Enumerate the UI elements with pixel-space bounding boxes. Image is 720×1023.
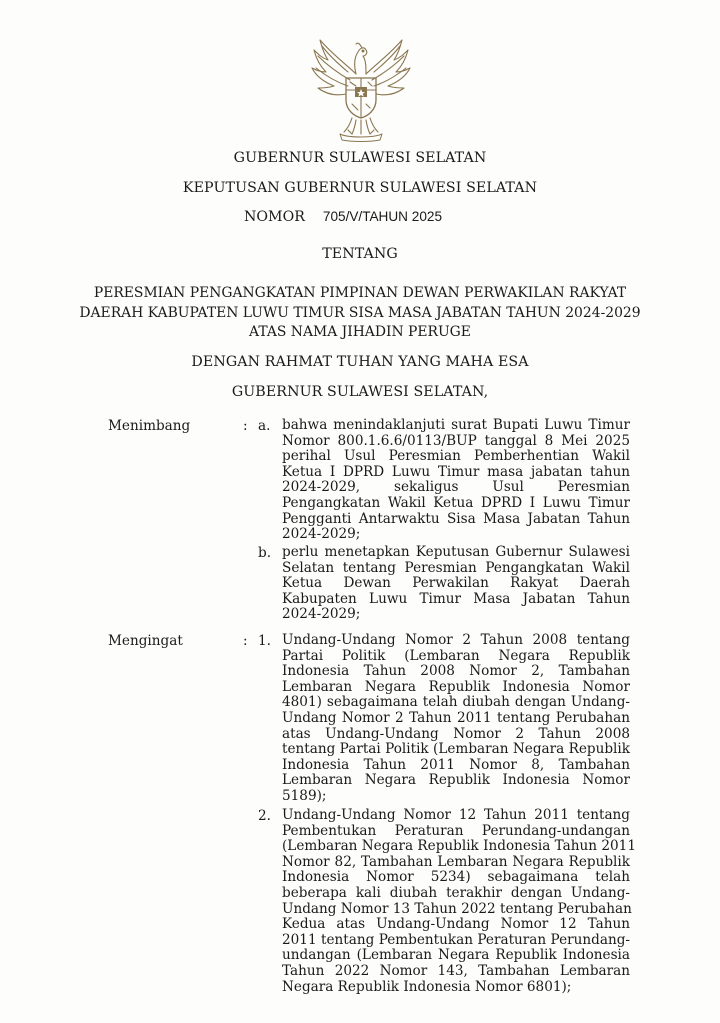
mengingat-label: Mengingat bbox=[108, 633, 183, 649]
text-line: Lembaran Negara Republik Indonesia Nomor bbox=[282, 678, 630, 695]
subject-line: ATAS NAMA JIHADIN PERUGE bbox=[249, 324, 471, 340]
text-line: Pengangkatan Wakil Ketua DPRD I Luwu Timur bbox=[282, 494, 630, 511]
mengingat-item-marker: 1. bbox=[258, 633, 271, 649]
text-line: 2024-2029; bbox=[282, 606, 361, 623]
menimbang-item-marker: b. bbox=[258, 545, 272, 561]
text-line: Undang-Undang Nomor 12 Tahun 2011 tentang bbox=[282, 807, 630, 823]
text-line: Indonesia Tahun 2011 Nomor 8, Tambahan bbox=[282, 756, 630, 773]
text-line: Undang Nomor 13 Tahun 2022 tentang Perubahan bbox=[282, 900, 632, 917]
text-line: Nomor 82, Tambahan Lembaran Negara Republik bbox=[282, 853, 630, 870]
menimbang-item-b bbox=[282, 545, 630, 623]
text-line: beberapa kali diubah terakhir dengan Undang- bbox=[282, 884, 630, 901]
text-line: 2024-2029; bbox=[282, 526, 361, 543]
menimbang-item-marker: a. bbox=[258, 418, 271, 434]
text-line: 5189); bbox=[282, 787, 327, 804]
text-line: Tahun 2022 Nomor 143, Tambahan Lembaran bbox=[282, 962, 630, 979]
text-line: Selatan tentang Peresmian Pengangkatan Wakil bbox=[282, 559, 630, 576]
decree-title: KEPUTUSAN GUBERNUR SULAWESI SELATAN bbox=[182, 180, 538, 196]
text-line: Lembaran Negara Republik Indonesia Nomor bbox=[282, 772, 630, 789]
text-line: Kabupaten Luwu Timur Masa Jabatan Tahun bbox=[282, 590, 630, 607]
text-line: atas Undang-Undang Nomor 2 Tahun 2008 bbox=[282, 725, 630, 742]
decree-number-value: 705/V/TAHUN 2025 bbox=[322, 209, 443, 224]
text-line: Indonesia Nomor 5234) sebagaimana telah bbox=[282, 869, 630, 886]
text-line: 4801) sebagaimana telah diubah dengan Undang- bbox=[282, 694, 630, 711]
text-line: tentang Partai Politik (Lembaran Negara Republik bbox=[282, 741, 630, 758]
text-line: Undang Nomor 2 Tahun 2011 tentang Perubahan bbox=[282, 709, 630, 726]
text-line: Negara Republik Indonesia Nomor 6801); bbox=[282, 978, 572, 995]
mengingat-colon: : bbox=[243, 633, 248, 649]
text-line: perihal Usul Peresmian Pemberhentian Wakil bbox=[282, 448, 630, 465]
text-line: Pembentukan Peraturan Perundang-undangan bbox=[282, 822, 630, 839]
menimbang-label: Menimbang bbox=[108, 418, 191, 434]
text-line: bahwa menindaklanjuti surat Bupati Luwu Timur bbox=[282, 417, 630, 433]
text-line: Undang-Undang Nomor 2 Tahun 2008 tentang bbox=[282, 632, 630, 648]
subject-line: PERESMIAN PENGANGKATAN PIMPINAN DEWAN PERWAKILAN RAKYAT bbox=[93, 285, 627, 301]
about-heading: TENTANG bbox=[322, 246, 398, 262]
text-line: Kedua atas Undang-Undang Nomor 12 Tahun bbox=[282, 916, 630, 933]
text-line: Pengganti Antarwaktu Sisa Masa Jabatan Tahun bbox=[282, 510, 630, 527]
subject-line: DAERAH KABUPATEN LUWU TIMUR SISA MASA JABATAN TAHUN 2024-2029 bbox=[79, 304, 641, 321]
mengingat-item-1 bbox=[282, 633, 630, 805]
mengingat-item-2 bbox=[282, 807, 636, 995]
decree-number bbox=[244, 209, 442, 225]
text-line: Ketua Dewan Perwakilan Rakyat Daerah bbox=[282, 575, 630, 592]
text-line: 2024-2029, sekaligus Usul Peresmian bbox=[282, 479, 630, 496]
text-line: Partai Politik (Lembaran Negara Republik bbox=[282, 647, 630, 664]
text-line: perlu menetapkan Keputusan Gubernur Sulawesi bbox=[282, 544, 630, 560]
menimbang-colon: : bbox=[243, 418, 248, 434]
text-line: (Lembaran Negara Republik Indonesia Tahun 2011 bbox=[282, 838, 636, 855]
governor-heading: GUBERNUR SULAWESI SELATAN, bbox=[231, 384, 489, 400]
text-line: undangan (Lembaran Negara Republik Indonesia bbox=[282, 947, 630, 964]
grace-statement: DENGAN RAHMAT TUHAN YANG MAHA ESA bbox=[191, 354, 529, 370]
decree-number-label: NOMOR bbox=[244, 209, 305, 225]
mengingat-item-marker: 2. bbox=[258, 808, 271, 824]
decree-subject bbox=[60, 284, 660, 343]
text-line: Indonesia Tahun 2008 Nomor 2, Tambahan bbox=[282, 663, 630, 680]
text-line: Ketua I DPRD Luwu Timur masa jabatan tahun bbox=[282, 463, 630, 480]
garuda-emblem-icon bbox=[308, 34, 414, 142]
text-line: 2011 tentang Pembentukan Peraturan Perundang- bbox=[282, 931, 630, 948]
text-line: Nomor 800.1.6.6/0113/BUP tanggal 8 Mei 2025 bbox=[282, 432, 630, 449]
menimbang-item-a bbox=[282, 418, 630, 543]
authority-title: GUBERNUR SULAWESI SELATAN bbox=[233, 150, 487, 166]
